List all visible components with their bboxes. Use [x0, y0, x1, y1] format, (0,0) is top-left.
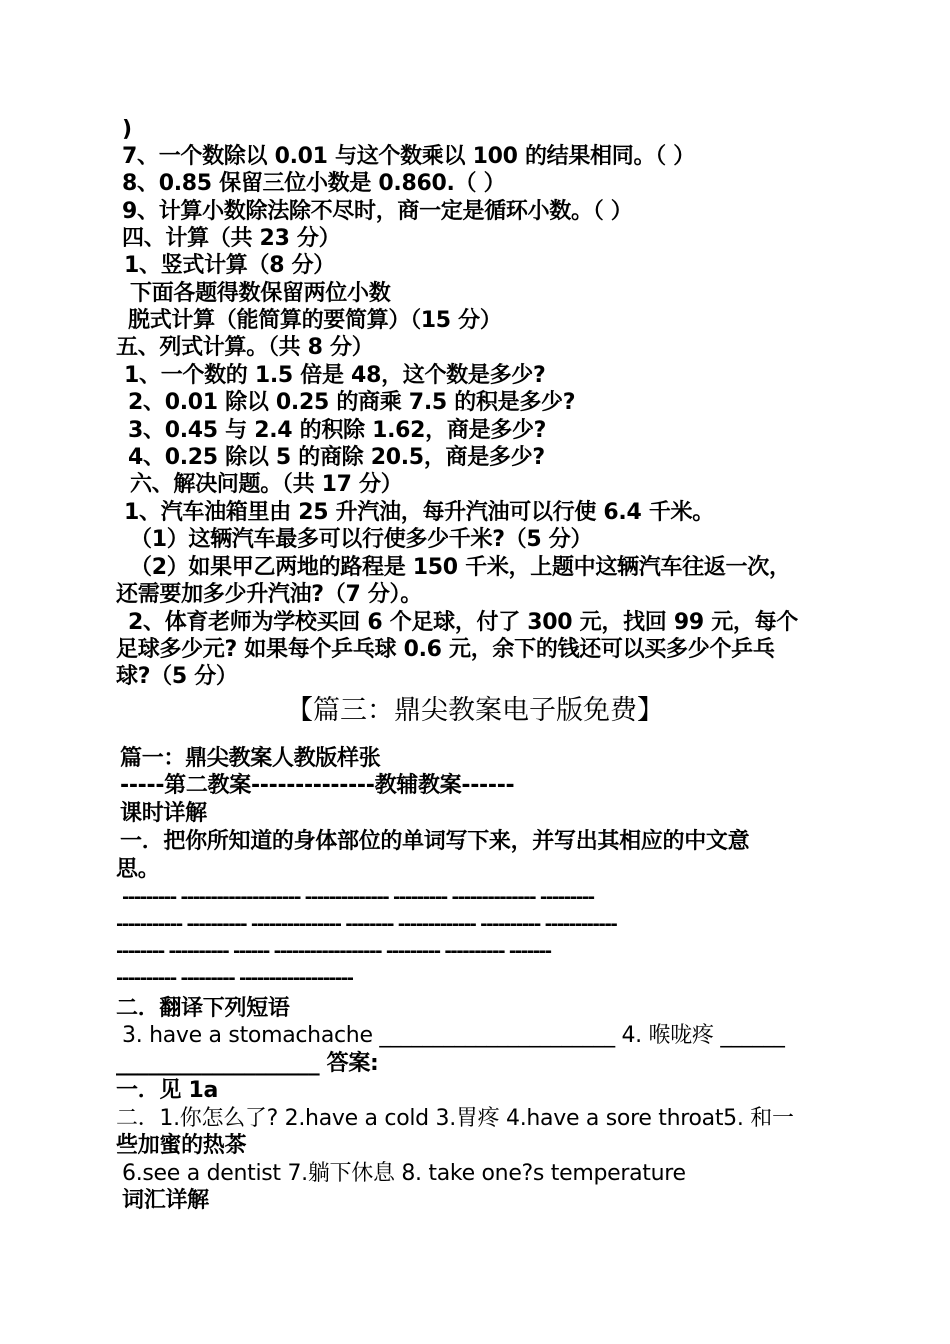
section-heading: 词汇详解 [122, 1188, 209, 1213]
section-heading: 六、解决问题。（共 17 分） [130, 472, 403, 497]
answer-blank-line: --------- -------------------- -------------- --------- -------------- --------- [122, 887, 594, 908]
text-line: ___________________ 答案: [116, 1051, 379, 1076]
text-line: 3. have a stomachache ______________________ 4. 喉咙疼 ______ [122, 1023, 785, 1048]
section-heading: 篇一：鼎尖教案人教版样张 [120, 746, 381, 771]
instruction-line: 脱式计算（能简算的要简算）（15 分） [128, 308, 502, 333]
answer-line: 一．见 1a [116, 1078, 219, 1103]
question-item: 1、一个数的 1.5 倍是 48，这个数是多少? [124, 363, 546, 388]
question-8: 8、0.85 保留三位小数是 0.860.（ ） [122, 171, 506, 196]
question-item: 4、0.25 除以 5 的商除 20.5，商是多少? [128, 445, 545, 470]
sub-heading: 1、竖式计算（8 分） [124, 253, 335, 278]
question-item: 还需要加多少升汽油?（7 分）。 [116, 582, 422, 607]
question-7: 7、一个数除以 0.01 与这个数乘以 100 的结果相同。（ ） [122, 144, 695, 169]
question-item: 2、体育老师为学校买回 6 个足球，付了 300 元，找回 99 元，每个 [128, 610, 799, 635]
question-item: （1）这辆汽车最多可以行使多少千米?（5 分） [130, 527, 593, 552]
question-item: 足球多少元? 如果每个乒乓球 0.6 元，余下的钱还可以买多少个乒乓 [116, 637, 775, 662]
question-9: 9、计算小数除法除不尽时，商一定是循环小数。（ ） [122, 199, 633, 224]
section-heading: 五、列式计算。（共 8 分） [116, 335, 374, 360]
text-line: ) [122, 117, 132, 142]
question-item: （2）如果甲乙两地的路程是 150 千米，上题中这辆汽车往返一次， [130, 555, 791, 580]
question-item: 一．把你所知道的身体部位的单词写下来，并写出其相应的中文意 [120, 829, 750, 854]
section-heading: 四、计算（共 23 分） [122, 226, 341, 251]
text-line: -----第二教案--------------教辅教案------ [120, 773, 515, 798]
question-item: 2、0.01 除以 0.25 的商乘 7.5 的积是多少? [128, 390, 576, 415]
question-item: 3、0.45 与 2.4 的积除 1.62，商是多少? [128, 418, 547, 443]
question-item: 思。 [116, 857, 160, 882]
answer-blank-line: ----------- ---------- --------------- -------- ------------- ---------- ------------ [116, 914, 617, 935]
instruction-line: 下面各题得数保留两位小数 [130, 281, 391, 306]
question-item: 球?（5 分） [116, 664, 238, 689]
article-title: 【篇三：鼎尖教案电子版免费】 [286, 695, 664, 726]
answer-blank-line: ---------- --------- ------------------- [116, 968, 353, 989]
answer-line: 6.see a dentist 7.躺下休息 8. take one?s temperature [122, 1161, 686, 1186]
section-heading: 课时详解 [120, 801, 207, 826]
question-item: 1、汽车油箱里由 25 升汽油，每升汽油可以行使 6.4 千米。 [124, 500, 714, 525]
answer-line: 些加蜜的热茶 [116, 1133, 247, 1158]
answer-line: 二．1.你怎么了? 2.have a cold 3.胃疼 4.have a sore throat5. 和一 [116, 1106, 794, 1131]
section-heading: 二．翻译下列短语 [116, 996, 290, 1021]
answer-blank-line: -------- ---------- ------ ------------------ --------- ---------- ------- [116, 941, 551, 962]
